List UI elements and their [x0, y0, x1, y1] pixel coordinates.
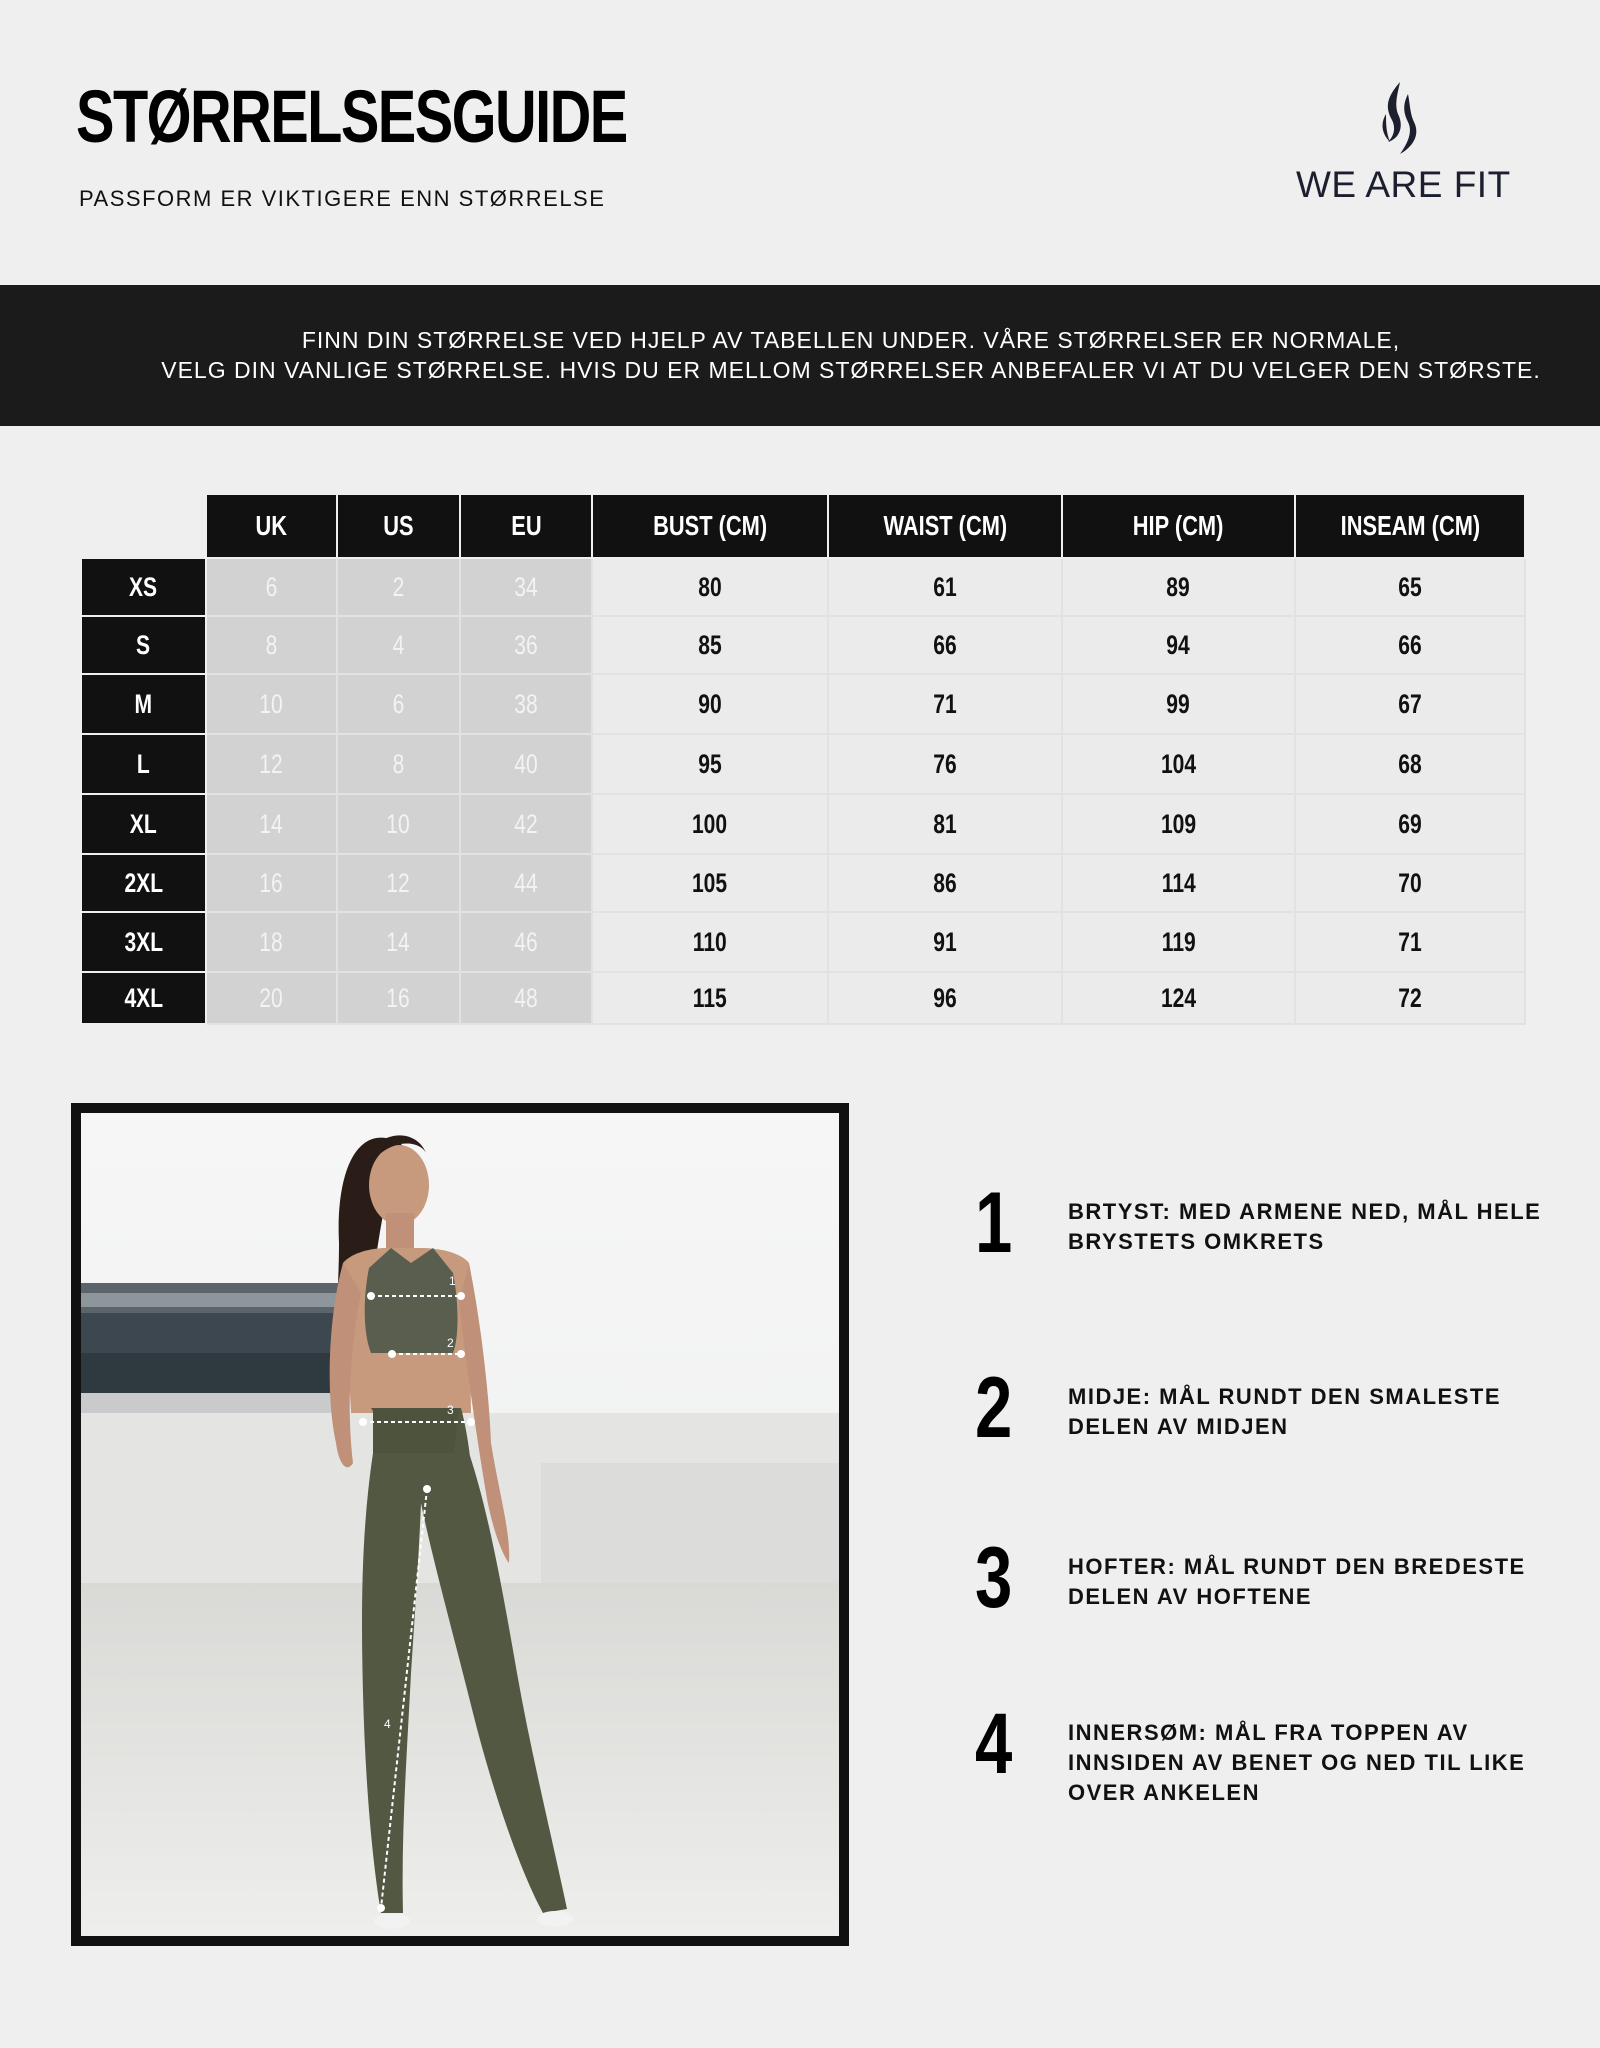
column-header: HIP (CM) — [1062, 494, 1295, 558]
marker-4-label: 4 — [384, 1717, 391, 1731]
table-row — [81, 558, 1525, 616]
marker-3-label: 3 — [447, 1403, 454, 1417]
conversion-cell: 4 — [337, 616, 460, 674]
measurement-cell: 65 — [1295, 558, 1525, 616]
conversion-cell: 12 — [206, 734, 337, 794]
conversion-cell: 48 — [460, 972, 592, 1024]
step-number: 1 — [975, 1175, 1013, 1271]
page-subtitle: PASSFORM ER VIKTIGERE ENN STØRRELSE — [79, 186, 606, 211]
measurement-cell: 66 — [1295, 616, 1525, 674]
step-text: INNERSØM: MÅL FRA TOPPEN AV INNSIDEN AV BENET OG NED TIL LIKE OVER ANKELEN — [1068, 1720, 1526, 1805]
column-header: UK — [206, 494, 337, 558]
conversion-cell: 10 — [206, 674, 337, 734]
conversion-cell: 18 — [206, 912, 337, 972]
model-measurement-photo — [81, 1113, 839, 1936]
measurement-cell: 85 — [592, 616, 828, 674]
conversion-cell: 16 — [206, 854, 337, 912]
measurement-cell: 90 — [592, 674, 828, 734]
size-label-cell: 4XL — [81, 972, 206, 1024]
step-number: 2 — [975, 1360, 1013, 1456]
step-number: 4 — [975, 1696, 1013, 1792]
conversion-cell: 12 — [337, 854, 460, 912]
table-row — [81, 616, 1525, 674]
table-row — [81, 972, 1525, 1024]
measurement-cell: 86 — [828, 854, 1062, 912]
measurement-cell: 124 — [1062, 972, 1295, 1024]
measurement-cell: 76 — [828, 734, 1062, 794]
conversion-cell: 42 — [460, 794, 592, 854]
measurement-cell: 115 — [592, 972, 828, 1024]
conversion-cell: 6 — [206, 558, 337, 616]
measurement-cell: 95 — [592, 734, 828, 794]
column-header: US — [337, 494, 460, 558]
conversion-cell: 8 — [206, 616, 337, 674]
conversion-cell: 36 — [460, 616, 592, 674]
measurement-cell: 91 — [828, 912, 1062, 972]
marker-1-label: 1 — [449, 1274, 456, 1288]
step-text: MIDJE: MÅL RUNDT DEN SMALESTE DELEN AV MIDJEN — [1068, 1384, 1501, 1439]
column-header: EU — [460, 494, 592, 558]
measurement-cell: 100 — [592, 794, 828, 854]
measurement-cell: 69 — [1295, 794, 1525, 854]
size-table — [80, 493, 1526, 1025]
measurement-cell: 80 — [592, 558, 828, 616]
table-header-row — [81, 494, 1525, 558]
measurement-cell: 105 — [592, 854, 828, 912]
measurement-cell: 96 — [828, 972, 1062, 1024]
conversion-cell: 20 — [206, 972, 337, 1024]
table-row — [81, 734, 1525, 794]
flame-logo-icon — [1374, 80, 1424, 160]
measurement-cell: 71 — [1295, 912, 1525, 972]
brand-logo — [1290, 80, 1510, 210]
measurement-cell: 119 — [1062, 912, 1295, 972]
measurement-cell: 72 — [1295, 972, 1525, 1024]
measurement-cell: 110 — [592, 912, 828, 972]
measurement-cell: 89 — [1062, 558, 1295, 616]
table-row — [81, 674, 1525, 734]
step-text: HOFTER: MÅL RUNDT DEN BREDESTE DELEN AV HOFTENE — [1068, 1554, 1526, 1609]
conversion-cell: 46 — [460, 912, 592, 972]
brand-name: WE ARE FIT — [1296, 164, 1511, 205]
step-text: BRTYST: MED ARMENE NED, MÅL HELE BRYSTETS OMKRETS — [1068, 1199, 1542, 1254]
size-label-cell: XS — [81, 558, 206, 616]
column-header: BUST (CM) — [592, 494, 828, 558]
measurement-cell: 71 — [828, 674, 1062, 734]
conversion-cell: 14 — [206, 794, 337, 854]
step-number: 3 — [975, 1530, 1013, 1626]
conversion-cell: 14 — [337, 912, 460, 972]
table-row — [81, 854, 1525, 912]
conversion-cell: 10 — [337, 794, 460, 854]
size-label-cell: S — [81, 616, 206, 674]
size-label-cell: 3XL — [81, 912, 206, 972]
measurement-cell: 70 — [1295, 854, 1525, 912]
model-photo-frame — [71, 1103, 849, 1946]
measurement-cell: 99 — [1062, 674, 1295, 734]
conversion-cell: 2 — [337, 558, 460, 616]
marker-2-label: 2 — [447, 1336, 454, 1350]
size-label-cell: 2XL — [81, 854, 206, 912]
conversion-cell: 38 — [460, 674, 592, 734]
measurement-cell: 68 — [1295, 734, 1525, 794]
measurement-cell: 104 — [1062, 734, 1295, 794]
size-label-cell: XL — [81, 794, 206, 854]
conversion-cell: 16 — [337, 972, 460, 1024]
page-title: STØRRELSESGUIDE — [76, 75, 627, 158]
size-label-cell: L — [81, 734, 206, 794]
column-header: WAIST (CM) — [828, 494, 1062, 558]
conversion-cell: 8 — [337, 734, 460, 794]
conversion-cell: 6 — [337, 674, 460, 734]
measurement-cell: 114 — [1062, 854, 1295, 912]
conversion-cell: 40 — [460, 734, 592, 794]
banner-line-1: FINN DIN STØRRELSE VED HJELP AV TABELLEN UNDER. VÅRE STØRRELSER ER NORMALE, — [301, 327, 1401, 353]
measurement-cell: 109 — [1062, 794, 1295, 854]
measurement-cell: 67 — [1295, 674, 1525, 734]
column-header: INSEAM (CM) — [1295, 494, 1525, 558]
conversion-cell: 44 — [460, 854, 592, 912]
size-label-cell: M — [81, 674, 206, 734]
banner-line-2: VELG DIN VANLIGE STØRRELSE. HVIS DU ER MELLOM STØRRELSER ANBEFALER VI AT DU VELGER DEN STØRSTE. — [161, 357, 1541, 383]
measurement-cell: 66 — [828, 616, 1062, 674]
table-row — [81, 794, 1525, 854]
measurement-cell: 61 — [828, 558, 1062, 616]
info-banner — [0, 285, 1600, 426]
header-blank-cell — [81, 494, 206, 558]
conversion-cell: 34 — [460, 558, 592, 616]
measurement-cell: 94 — [1062, 616, 1295, 674]
measurement-cell: 81 — [828, 794, 1062, 854]
table-row — [81, 912, 1525, 972]
